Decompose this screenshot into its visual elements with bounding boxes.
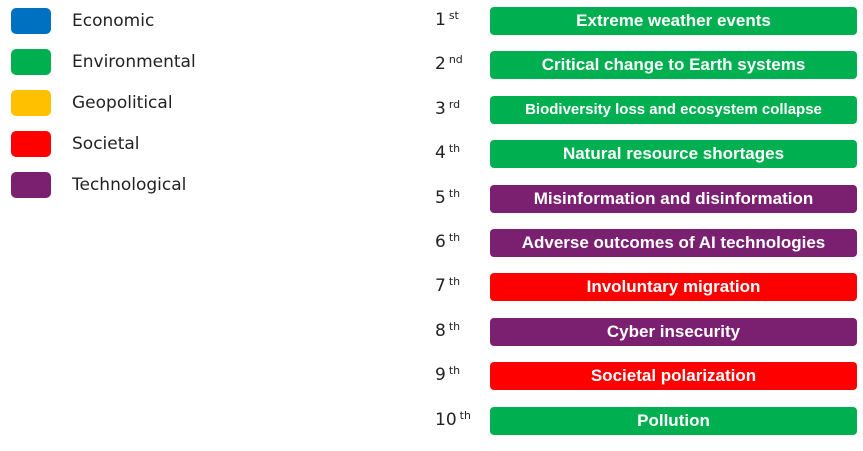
rank-number	[435, 9, 459, 30]
legend-label: Societal	[72, 134, 140, 154]
rank-value: 4	[435, 143, 446, 164]
legend-label: Environmental	[72, 52, 196, 72]
rank-ordinal-suffix: th	[448, 319, 461, 333]
risk-bar: Involuntary migration	[490, 273, 857, 301]
risk-bar: Cyber insecurity	[490, 318, 857, 346]
rank-value: 1	[435, 10, 446, 30]
category-legend	[11, 7, 196, 212]
risk-bar: Pollution	[490, 407, 857, 435]
legend-item-geopolitical	[11, 89, 196, 117]
rank-row-10	[400, 407, 863, 435]
rank-ordinal-suffix: th	[448, 364, 461, 378]
rank-ordinal-suffix: th	[459, 408, 471, 422]
rank-number	[435, 98, 460, 119]
rank-number	[435, 275, 460, 296]
rank-number	[435, 409, 471, 430]
legend-label: Technological	[72, 175, 187, 195]
legend-item-societal	[11, 130, 196, 158]
risk-bar: Critical change to Earth systems	[490, 51, 857, 79]
rank-row-6	[400, 229, 863, 257]
rank-value: 5	[435, 187, 446, 208]
rank-row-1	[400, 7, 863, 35]
risk-bar: Misinformation and disinformation	[490, 185, 857, 213]
legend-item-economic	[11, 7, 196, 35]
rank-row-8	[400, 318, 863, 346]
rank-value: 3	[435, 98, 446, 119]
legend-item-technological	[11, 171, 196, 199]
legend-swatch-environmental	[11, 49, 51, 75]
legend-swatch-geopolitical	[11, 90, 51, 116]
rank-ordinal-suffix: nd	[448, 53, 463, 67]
legend-swatch-societal	[11, 131, 51, 157]
rank-ordinal-suffix: th	[448, 275, 461, 289]
rank-row-9	[400, 362, 863, 390]
rank-ordinal-suffix: th	[448, 142, 461, 156]
rank-number	[435, 142, 460, 163]
rank-value: 10	[435, 409, 457, 430]
rank-number	[435, 53, 463, 74]
rank-row-5	[400, 185, 863, 213]
legend-swatch-technological	[11, 172, 51, 198]
rank-value: 6	[435, 231, 446, 252]
rank-value: 9	[435, 365, 446, 386]
rank-number	[435, 364, 460, 385]
risk-bar: Extreme weather events	[490, 7, 857, 35]
legend-item-environmental	[11, 48, 196, 76]
rank-row-7	[400, 273, 863, 301]
rank-value: 2	[435, 54, 446, 75]
risk-bar: Societal polarization	[490, 362, 857, 390]
rank-ordinal-suffix: th	[448, 186, 461, 200]
rank-number	[435, 187, 460, 208]
legend-label: Economic	[72, 11, 155, 31]
risk-ranking-list	[400, 7, 863, 451]
rank-number	[435, 231, 460, 252]
risk-bar: Biodiversity loss and ecosystem collapse	[490, 96, 857, 124]
legend-swatch-economic	[11, 8, 51, 34]
rank-row-4	[400, 140, 863, 168]
rank-value: 7	[435, 276, 446, 297]
rank-ordinal-suffix: st	[448, 9, 459, 22]
rank-ordinal-suffix: th	[448, 230, 461, 244]
rank-row-2	[400, 51, 863, 79]
rank-row-3	[400, 96, 863, 124]
legend-label: Geopolitical	[72, 93, 173, 113]
rank-ordinal-suffix: rd	[448, 97, 461, 111]
risk-bar: Adverse outcomes of AI technologies	[490, 229, 857, 257]
risk-bar: Natural resource shortages	[490, 140, 857, 168]
rank-value: 8	[435, 320, 446, 341]
rank-number	[435, 320, 460, 341]
